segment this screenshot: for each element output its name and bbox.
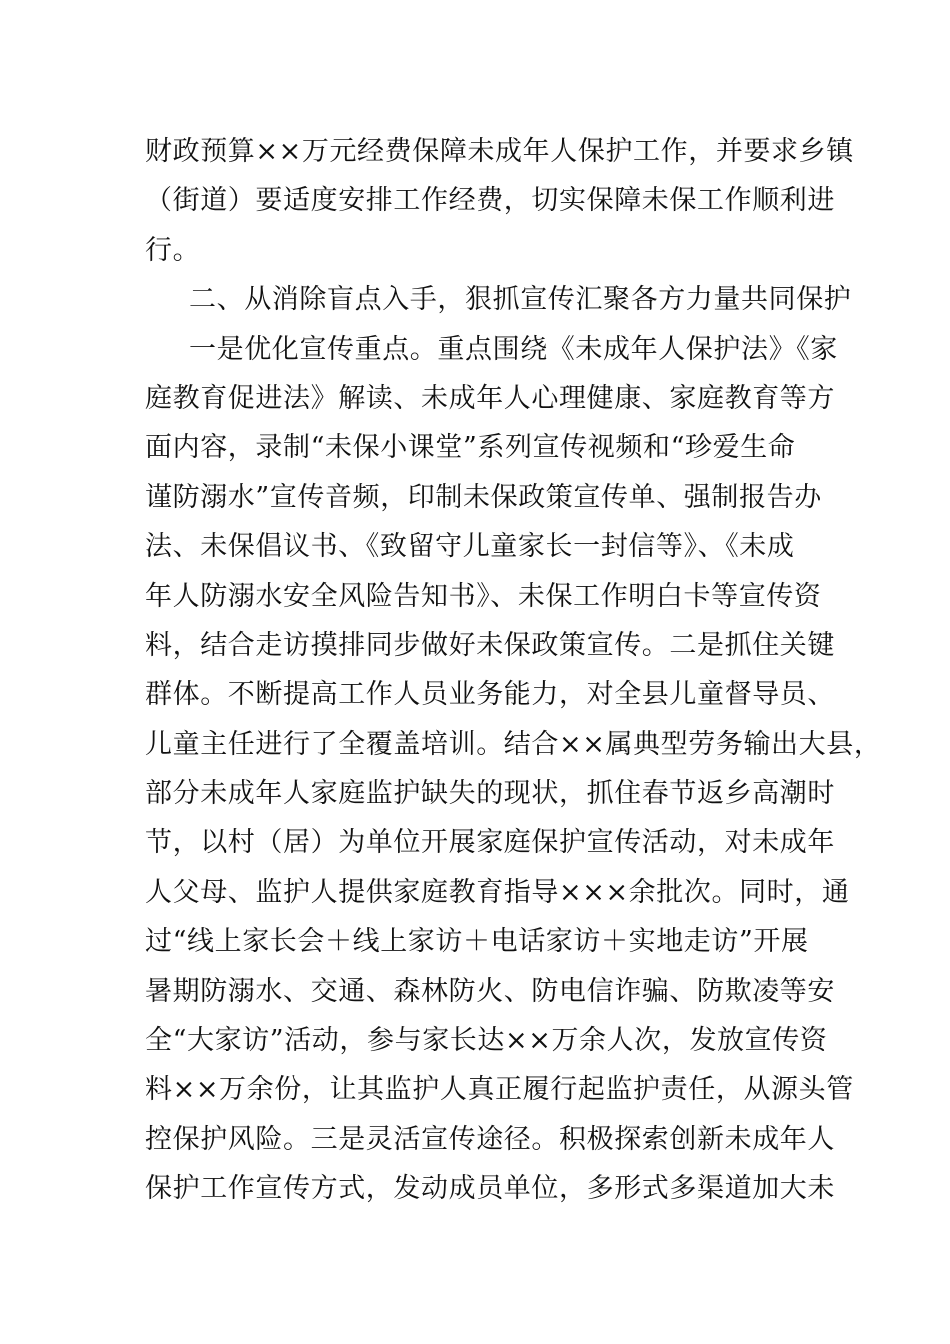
text-line: 行。 [145, 234, 201, 266]
text-line: 全“大家访”活动，参与家长达××万余人次，发放宣传资 [145, 1025, 828, 1057]
text-line: 年人防溺水安全风险告知书》、未保工作明白卡等宣传资 [145, 580, 822, 612]
text-line: 部分未成年人家庭监护缺失的现状，抓住春节返乡高潮时 [145, 778, 835, 810]
text-line: 法、未保倡议书、《致留守儿童家长一封信等》、《未成 [145, 531, 795, 563]
text-line: 群体。不断提高工作人员业务能力，对全县儿童督导员、 [145, 679, 835, 711]
text-line: 控保护风险。三是灵活宣传途径。积极探索创新未成年人 [145, 1123, 835, 1155]
text-line: 保护工作宣传方式，发动成员单位，多形式多渠道加大未 [145, 1173, 835, 1205]
text-line: 过“线上家长会＋线上家访＋电话家访＋实地走访”开展 [145, 926, 809, 958]
text-line: 人父母、监护人提供家庭教育指导×××余批次。同时，通 [145, 876, 850, 908]
text-line: 财政预算××万元经费保障未成年人保护工作，并要求乡镇 [145, 136, 854, 167]
text-line: 节，以村（居）为单位开展家庭保护宣传活动，对未成年 [145, 827, 835, 859]
text-line: 谨防溺水”宣传音频，印制未保政策宣传单、强制报告办 [145, 481, 822, 513]
text-line: 庭教育促进法》解读、未成年人心理健康、家庭教育等方 [145, 382, 835, 414]
section-heading: 二、从消除盲点入手，狠抓宣传汇聚各方力量共同保护 [189, 284, 852, 316]
text-line: 面内容，录制“未保小课堂”系列宣传视频和“珍爱生命 [145, 432, 796, 464]
text-line: 暑期防溺水、交通、森林防火、防电信诈骗、防欺凌等安 [145, 975, 835, 1007]
body-text [145, 127, 882, 1214]
text-line: 料，结合走访摸排同步做好未保政策宣传。二是抓住关键 [145, 629, 835, 661]
text-line: 料××万余份，让其监护人真正履行起监护责任，从源头管 [145, 1074, 854, 1106]
text-line: 儿童主任进行了全覆盖培训。结合××属典型劳务输出大县， [145, 728, 882, 760]
paragraph-first-line: 一是优化宣传重点。重点围绕《未成年人保护法》《家 [189, 333, 838, 365]
text-line: （街道）要适度安排工作经费，切实保障未保工作顺利进 [145, 185, 835, 217]
